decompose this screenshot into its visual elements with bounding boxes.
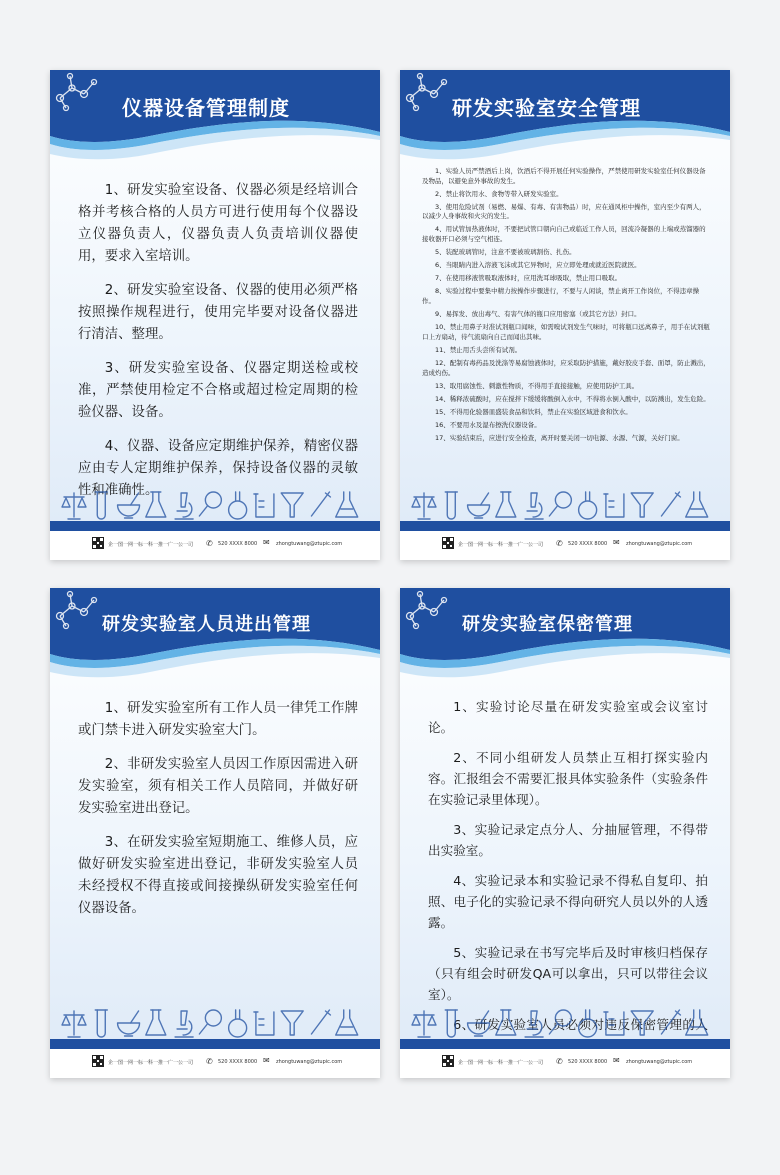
paragraph: 5、实验记录在书写完毕后及时审核归档保存（只有组会时研发QA可以拿出，只可以带往会议室）。: [428, 945, 708, 1002]
poster-title: 研发实验室保密管理: [462, 614, 633, 635]
qr-code-icon: [442, 1055, 454, 1067]
mortar-icon: [118, 493, 140, 518]
balance-scale-icon: [62, 493, 86, 519]
molecule-icon: [50, 588, 102, 632]
pipette-icon: [311, 1010, 330, 1034]
paragraph: 5、装配玻璃管时，注意不要被玻璃割伤、扎伤。: [435, 248, 576, 257]
paragraph: 3、实验记录定点分人、分抽屉管理，不得带出实验室。: [428, 822, 708, 858]
microscope-icon: [525, 1011, 543, 1037]
phone-icon: ✆: [556, 1057, 563, 1066]
mortar-icon: [468, 1011, 490, 1036]
funnel-icon: [631, 493, 653, 517]
molecule-icon: [400, 70, 452, 114]
bottom-bar: [400, 521, 730, 531]
footer-email: zhongtuwang@ztupic.com: [276, 1059, 343, 1065]
paragraph: 2、非研发实验室人员因工作原因需进入研发实验室，须有相关工作人员陪同，并做好研发实验室进出登记。: [78, 757, 358, 816]
mail-icon: ✉: [263, 538, 270, 547]
paragraph: 15、不得用化验器皿盛装食品和饮料，禁止在实验区域进食和饮水。: [435, 407, 632, 416]
paragraph: 6、研发实验室人员必须对违反保密管理的人: [453, 1017, 708, 1032]
flask-icon: [496, 1010, 516, 1035]
qr-code-icon: [442, 537, 454, 549]
paragraph: 4、用试管加热液体时，不要把试管口朝向自己或临近工作人员，回流冷凝器的上端或蒸馏器的接收器开口必须与空气相连。: [422, 225, 706, 244]
paragraph: 4、实验记录本和实验记录不得私自复印、拍照、电子化的实验记录不得向研究人员以外的人透露。: [428, 873, 708, 930]
magnifier-icon: [549, 492, 571, 516]
funnel-icon: [281, 1011, 303, 1035]
paragraph: 2、禁止将饮用水、食物等带入研发实验室。: [435, 189, 563, 198]
footer-phone: 520 XXXX 8000: [218, 1059, 258, 1065]
phone-icon: ✆: [556, 539, 563, 548]
footer: [50, 531, 380, 560]
poster-title: 研发实验室安全管理: [452, 96, 641, 120]
paragraph: 4、仪器、设备应定期维护保养，精密仪器应由专人定期维护保养，保持设备仪器的灵敏性和准确性。: [78, 439, 358, 498]
mail-icon: ✉: [613, 1056, 620, 1065]
poster-confidentiality: [400, 588, 730, 1078]
molecule-icon: [400, 588, 452, 632]
poster-header: [400, 588, 730, 692]
mortar-icon: [468, 493, 490, 518]
conical-flask-icon: [336, 1010, 358, 1035]
round-flask-icon: [229, 492, 247, 519]
pipette-icon: [661, 492, 680, 516]
microscope-icon: [525, 493, 543, 519]
poster-header: [50, 588, 380, 692]
paragraph: 3、研发实验室设备、仪器定期送检或校准，严禁使用检定不合格或超过检定周期的检验仪器、设备。: [78, 361, 358, 420]
pipette-icon: [311, 492, 330, 516]
footer-email: zhongtuwang@ztupic.com: [276, 541, 343, 547]
paragraph: 11、禁止用舌头尝所有试剂。: [435, 345, 522, 354]
footer-phone: 520 XXXX 8000: [568, 541, 608, 547]
paragraph: 1、实验讨论尽量在研发实验室或会议室讨论。: [428, 699, 708, 735]
test-tube-icon: [95, 1010, 107, 1037]
flask-icon: [146, 1010, 166, 1035]
conical-flask-icon: [686, 1010, 708, 1035]
funnel-icon: [281, 493, 303, 517]
paragraph: 8、实验过程中要集中精力按操作步骤进行，不要与人闲谈，禁止离开工作岗位，不得违章操作。: [422, 287, 700, 306]
round-flask-icon: [229, 1010, 247, 1037]
conical-flask-icon: [336, 492, 358, 517]
paragraph: 13、取用腐蚀性、刺激性物质，不得用手直接接触，应使用防护工具。: [435, 381, 639, 390]
footer: [400, 531, 730, 560]
pipette-icon: [661, 1010, 680, 1034]
paragraph: 16、不要用水及湿布擦洗仪器设备。: [435, 420, 541, 429]
mortar-icon: [118, 1011, 140, 1036]
magnifier-icon: [199, 492, 221, 516]
bottom-bar: [50, 1039, 380, 1049]
paragraph: 1、研发实验室设备、仪器必须是经培训合格并考核合格的人员方可进行使用每个仪器设立仪器负责人，仪器负责人负责培训仪器使用，要求入室培训。: [78, 183, 358, 264]
beaker-icon: [604, 1012, 624, 1035]
poster-body: [78, 698, 358, 932]
round-flask-icon: [579, 1010, 597, 1037]
funnel-icon: [631, 1011, 653, 1035]
poster-title: 研发实验室人员进出管理: [102, 614, 311, 635]
round-flask-icon: [579, 492, 597, 519]
footer-email: zhongtuwang@ztupic.com: [626, 541, 693, 547]
balance-scale-icon: [412, 493, 436, 519]
beaker-icon: [254, 1012, 274, 1035]
magnifier-icon: [549, 1010, 571, 1034]
beaker-icon: [604, 494, 624, 517]
test-tube-icon: [445, 492, 457, 519]
microscope-icon: [175, 1011, 193, 1037]
lab-icons-row: [50, 1006, 380, 1040]
footer-company: 企一图一网一标一科一推一广一公一司: [458, 542, 544, 548]
magnifier-icon: [199, 1010, 221, 1034]
paragraph: 2、不同小组研发人员禁止互相打探实验内容。汇报组会不需要汇报具体实验条件（实验条件在实验记录里体现）。: [428, 750, 708, 807]
footer-phone: 520 XXXX 8000: [568, 1059, 608, 1065]
mail-icon: ✉: [613, 538, 620, 547]
paragraph: 17、实验结束后，应进行安全检查，离开时要关闭一切电源、水源、气源，关好门窗。: [435, 434, 684, 443]
lab-icons-row: [400, 488, 730, 522]
footer-email: zhongtuwang@ztupic.com: [626, 1059, 693, 1065]
flask-icon: [496, 492, 516, 517]
mail-icon: ✉: [263, 1056, 270, 1065]
poster-personnel-access: [50, 588, 380, 1078]
paragraph: 6、当眼睛内进入溶液飞沫或其它异物时，应立即处理或就近医院就医。: [435, 261, 641, 270]
bottom-bar: [50, 521, 380, 531]
paragraph: 2、研发实验室设备、仪器的使用必须严格按照操作规程进行，使用完毕要对设备仪器进行清洁、整理。: [78, 283, 358, 342]
paragraph: 3、使用危险试剂（易燃、易爆、有毒、有害物品）时，应在通风柜中操作，室内至少有两人，以减少人身事故和火灾的发生。: [422, 202, 706, 221]
paragraph: 7、在使用移液管吸取液体时，应用洗耳球吸取，禁止用口吸取。: [435, 274, 622, 283]
footer: [50, 1049, 380, 1078]
phone-icon: ✆: [206, 1057, 213, 1066]
test-tube-icon: [445, 1010, 457, 1037]
lab-icons-row: [400, 1006, 730, 1040]
qr-code-icon: [92, 1055, 104, 1067]
paragraph: 14、稀释浓硫酸时，应在搅拌下缓缓将酸倒入水中，不得将水倒入酸中，以防溅出，发生危险。: [435, 394, 710, 403]
paragraph: 3、在研发实验室短期施工、维修人员，应做好研发实验室进出登记，非研发实验室人员未经授权不得直接或间接操纵研发实验室任何仪器设备。: [78, 835, 358, 916]
paragraph: 1、研发实验室所有工作人员一律凭工作牌或门禁卡进入研发实验室大门。: [78, 701, 358, 738]
molecule-icon: [50, 70, 102, 114]
footer-company: 企一图一网一标一科一推一广一公一司: [458, 1060, 544, 1066]
poster-title: 仪器设备管理制度: [122, 96, 290, 120]
paragraph: 12、配制有毒药品及洗涤等易腐蚀液体时，应采取防护措施，戴好胶皮手套、面罩，防止溅出，造成灼伤。: [422, 359, 710, 377]
conical-flask-icon: [686, 492, 708, 517]
qr-code-icon: [92, 537, 104, 549]
phone-icon: ✆: [206, 539, 213, 548]
test-tube-icon: [95, 492, 107, 519]
microscope-icon: [175, 493, 193, 519]
footer-company: 企一图一网一标一科一推一广一公一司: [108, 1060, 194, 1066]
footer-phone: 520 XXXX 8000: [218, 541, 258, 547]
flask-icon: [146, 492, 166, 517]
poster-equipment-management: [50, 70, 380, 560]
paragraph: 1、实验人员严禁酒后上岗，饮酒后不得开展任何实验操作，严禁使用研发实验室任何仪器设备及物品，以避免意外事故的发生。: [422, 167, 706, 185]
poster-header: [50, 70, 380, 174]
poster-header: [400, 70, 730, 174]
beaker-icon: [254, 494, 274, 517]
bottom-bar: [400, 1039, 730, 1049]
footer-company: 企一图一网一标一科一推一广一公一司: [108, 542, 194, 548]
balance-scale-icon: [412, 1011, 436, 1037]
poster-body: [78, 180, 358, 514]
balance-scale-icon: [62, 1011, 86, 1037]
paragraph: 9、易挥发、放出毒气、有害气体的瓶口应用密塞（或其它方法）封口。: [435, 310, 641, 319]
footer: [400, 1049, 730, 1078]
poster-body: [422, 167, 712, 447]
poster-lab-safety: [400, 70, 730, 560]
lab-icons-row: [50, 488, 380, 522]
paragraph: 10、禁止用鼻子对准试剂瓶口闻味，如需嗅试剂发生气味时，可将瓶口远离鼻子，用手在试剂瓶口上方扇动，待气流扇向自己而闻出其味。: [422, 323, 710, 341]
